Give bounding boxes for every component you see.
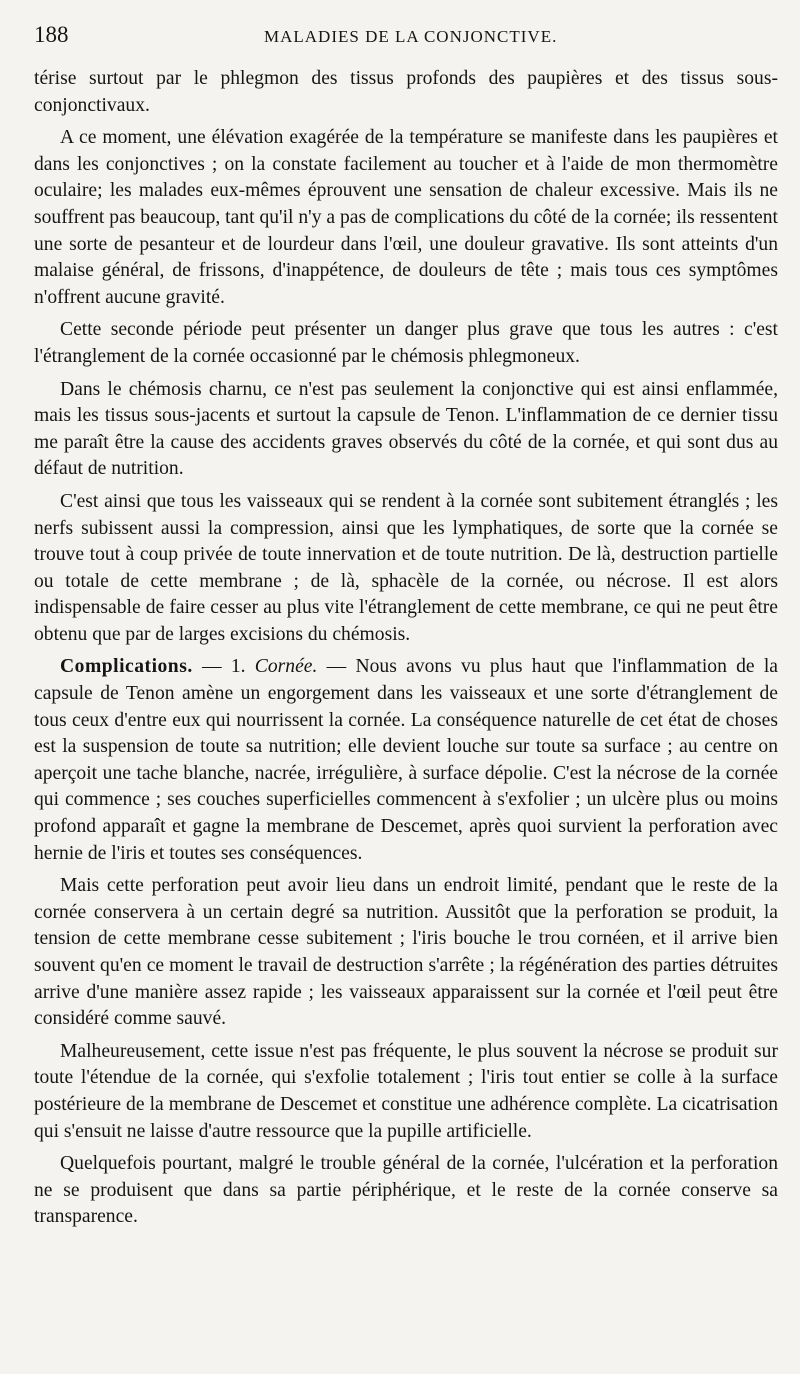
section-label: Complications.: [60, 656, 193, 678]
page-header: [34, 22, 778, 66]
running-title: MALADIES DE LA CONJONCTIVE.: [264, 27, 558, 46]
item-title: Cornée.: [245, 656, 318, 678]
paragraph: Mais cette perforation peut avoir lieu dans un endroit limité, pendant que le reste de la cornée conservera à un certain degré sa nutrition. Aussitôt que la perforation se produit, la tension de cette membrane cesse subitement ; l'iris bouche le trou cornéen, et il arrive bien souvent qu'en ce moment le travail de destruction s'arrête ; la régénération des parties détruites arrive d'une manière assez rapide ; les vaisseaux apparaissent sur la cornée et l'œil peut être considéré comme sauvé.: [34, 875, 778, 1030]
page-number: 188: [34, 22, 69, 47]
paragraph: A ce moment, une élévation exagérée de la température se manifeste dans les paupières et dans les conjonctives ; on la constate facilement au toucher et à l'aide de mon thermomètre oculaire; les malades eux-mêmes éprouvent une sensation de chaleur excessive. Mais ils ne souffrent pas beaucoup, tant qu'il n'y a pas de complications du côté de la cornée; ils ressentent une sorte de pesanteur et de lourdeur dans l'œil, une douleur gravative. Ils sont atteints d'un malaise général, de frissons, d'inappétence, de douleurs de tête ; mais tous ces symptômes n'offrent aucune gravité.: [34, 127, 778, 308]
paragraph: Cette seconde période peut présenter un danger plus grave que tous les autres : c'est l'étranglement de la cornée occasionné par le chémosis phlegmoneux.: [34, 319, 778, 367]
body-text: [34, 66, 778, 1231]
dash: —: [317, 656, 356, 678]
paragraph: Malheureusement, cette issue n'est pas fréquente, le plus souvent la nécrose se produit sur toute l'étendue de la cornée, qui s'exfolie totalement ; l'iris tout entier se colle à la surface postérieure de la membrane de Descemet et constitue une adhérence complète. La cicatrisation qui s'ensuit ne laisse d'autre ressource que la pupille artificielle.: [34, 1040, 778, 1142]
dash: —: [192, 656, 231, 678]
paragraph-continued: térise surtout par le phlegmon des tissus profonds des paupières et des tissus sous-conjonctivaux.: [34, 68, 778, 116]
paragraph: C'est ainsi que tous les vaisseaux qui se rendent à la cornée sont subitement étranglés ; les nerfs subissent aussi la compression, ainsi que les lymphatiques, de sorte que la cornée se trouve tout à coup privée de toute innervation et de toute nutrition. De là, destruction partielle ou totale de cette membrane ; de là, sphacèle de la cornée, ou nécrose. Il est alors indispensable de faire cesser au plus vite l'étranglement de cette membrane, ce qui ne peut être obtenu que par de larges excisions du chémosis.: [34, 490, 778, 645]
paragraph: Quelquefois pourtant, malgré le trouble général de la cornée, l'ulcération et la perforation ne se produisent que dans sa partie périphérique, et le reste de la cornée conserve sa transparence.: [34, 1153, 778, 1228]
item-number: 1.: [230, 656, 246, 678]
paragraph: Dans le chémosis charnu, ce n'est pas seulement la conjonctive qui est ainsi enflammée, mais les tissus sous-jacents et surtout la capsule de Tenon. L'inflammation de ce dernier tissu me paraît être la cause des accidents graves observés du côté de la cornée, et qui sont dus au défaut de nutrition.: [34, 378, 778, 480]
complications-text: Nous avons vu plus haut que l'inflammation de la capsule de Tenon amène un engorgement dans les vaisseaux et une sorte d'étranglement de tous ceux d'entre eux qui nourrissent la cornée. La conséquence naturelle de cet état de choses est la suspension de toute sa nutrition; elle devient louche sur toute sa surface ; au centre on aperçoit une tache blanche, nacrée, irrégulière, à surface dépolie. C'est la nécrose de la cornée qui commence ; ses couches superficielles commencent à s'exfolier ; un ulcère plus ou moins profond apparaît et gagne la membrane de Descemet, après quoi survient la perforation avec hernie de l'iris et toutes ses conséquences.: [34, 656, 778, 864]
complications-paragraph: [34, 654, 778, 867]
